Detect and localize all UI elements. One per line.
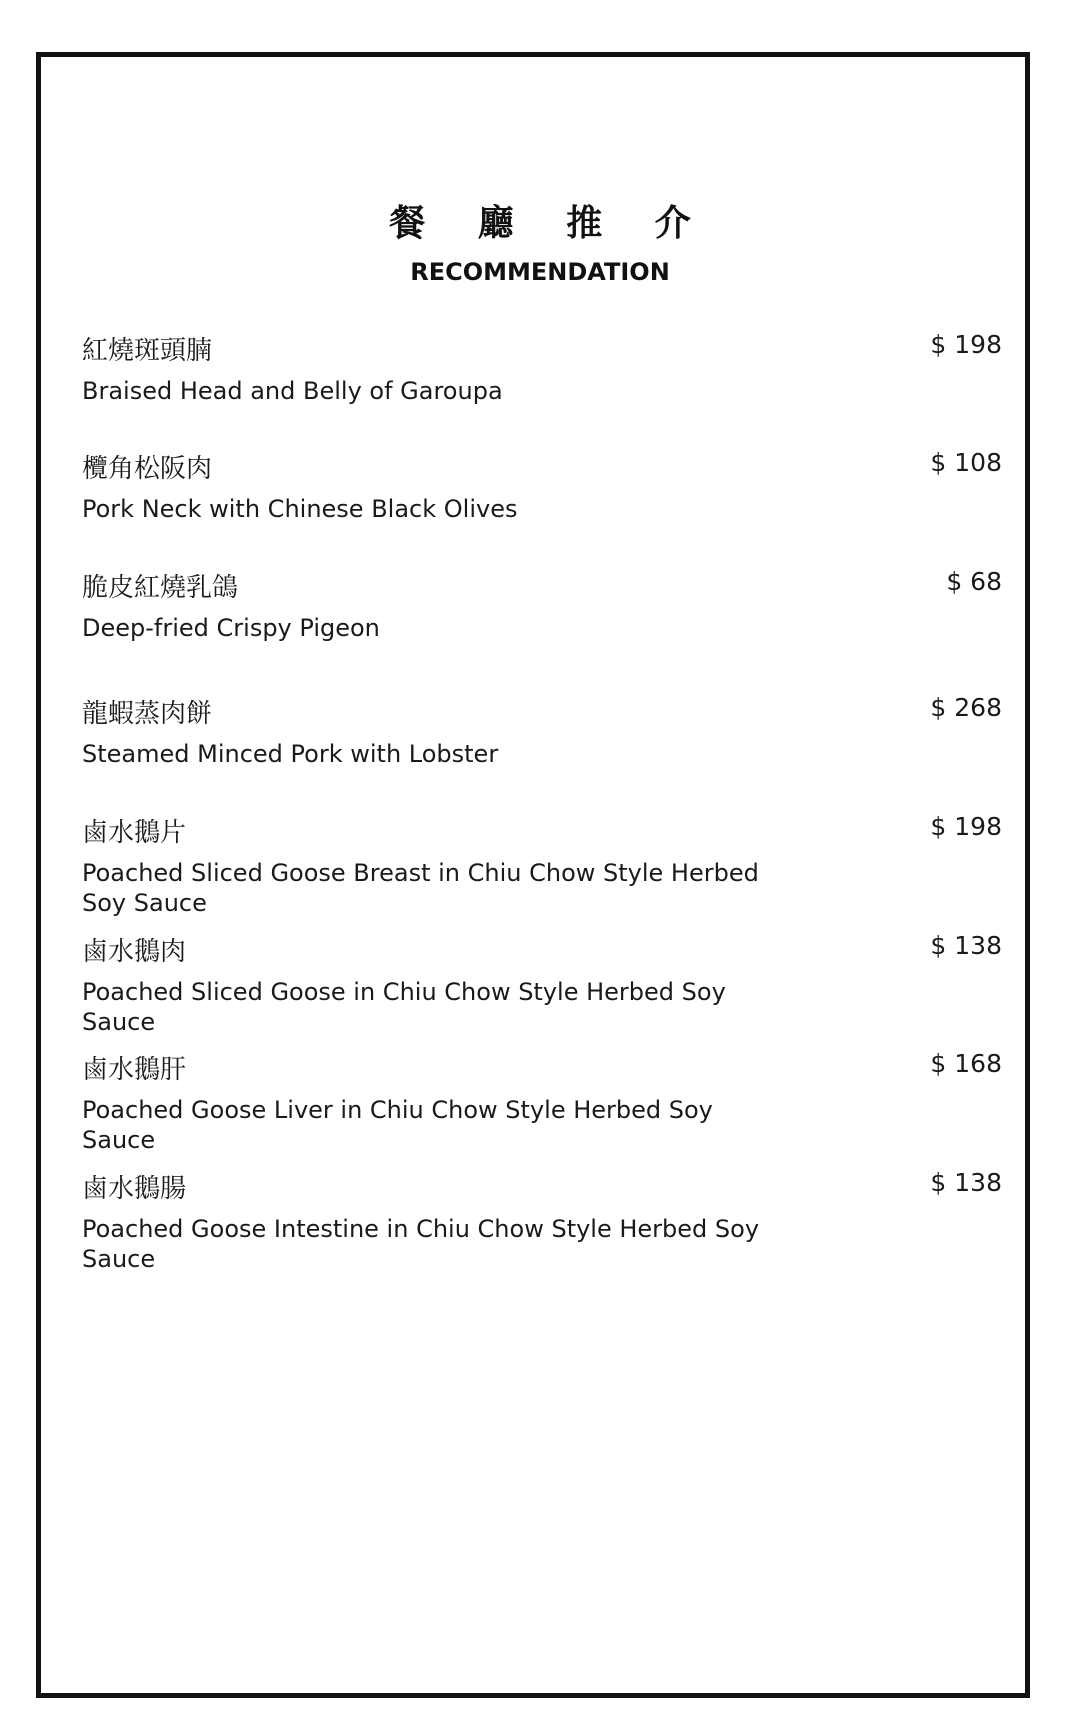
dish-name-chinese: 鹵水鵝片 bbox=[82, 818, 187, 848]
dish-price: $ 138 bbox=[930, 931, 1002, 960]
dish-price: $ 268 bbox=[930, 693, 1002, 722]
menu-item bbox=[82, 567, 1002, 643]
dish-name-chinese: 紅燒斑頭腩 bbox=[82, 336, 213, 366]
menu-item bbox=[82, 931, 1002, 1037]
menu-item bbox=[82, 1168, 1002, 1274]
dish-price: $ 138 bbox=[930, 1168, 1002, 1197]
dish-name-chinese: 鹵水鵝肉 bbox=[82, 937, 187, 967]
dish-name-english: Poached Sliced Goose Breast in Chiu Chow Style Herbed Soy Sauce bbox=[82, 859, 759, 917]
menu-item bbox=[82, 1049, 1002, 1155]
dish-name-chinese: 鹵水鵝肝 bbox=[82, 1055, 187, 1085]
menu-title-english: RECOMMENDATION bbox=[410, 258, 670, 286]
dish-name-english: Steamed Minced Pork with Lobster bbox=[82, 740, 499, 768]
dish-price: $ 198 bbox=[930, 330, 1002, 359]
menu-item bbox=[82, 330, 1002, 406]
menu-item bbox=[82, 812, 1002, 918]
dish-name-english: Poached Sliced Goose in Chiu Chow Style Herbed Soy Sauce bbox=[82, 978, 726, 1036]
dish-price: $ 168 bbox=[930, 1049, 1002, 1078]
dish-name-chinese: 鹵水鵝腸 bbox=[82, 1174, 187, 1204]
dish-name-chinese: 脆皮紅燒乳鴿 bbox=[82, 573, 239, 603]
menu-item bbox=[82, 448, 1002, 524]
dish-name-english: Poached Goose Liver in Chiu Chow Style Herbed Soy Sauce bbox=[82, 1096, 713, 1154]
dish-name-english: Poached Goose Intestine in Chiu Chow Style Herbed Soy Sauce bbox=[82, 1215, 760, 1273]
dish-name-english: Pork Neck with Chinese Black Olives bbox=[82, 495, 518, 523]
dish-price: $ 68 bbox=[946, 567, 1002, 596]
dish-name-english: Deep-fried Crispy Pigeon bbox=[82, 614, 380, 642]
menu-title-chinese: 餐 廳 推 介 bbox=[389, 203, 711, 244]
dish-name-chinese: 龍蝦蒸肉餅 bbox=[82, 699, 213, 729]
menu-item bbox=[82, 693, 1002, 769]
dish-price: $ 108 bbox=[930, 448, 1002, 477]
dish-name-chinese: 欖角松阪肉 bbox=[82, 454, 213, 484]
dish-price: $ 198 bbox=[930, 812, 1002, 841]
dish-name-english: Braised Head and Belly of Garoupa bbox=[82, 377, 503, 405]
